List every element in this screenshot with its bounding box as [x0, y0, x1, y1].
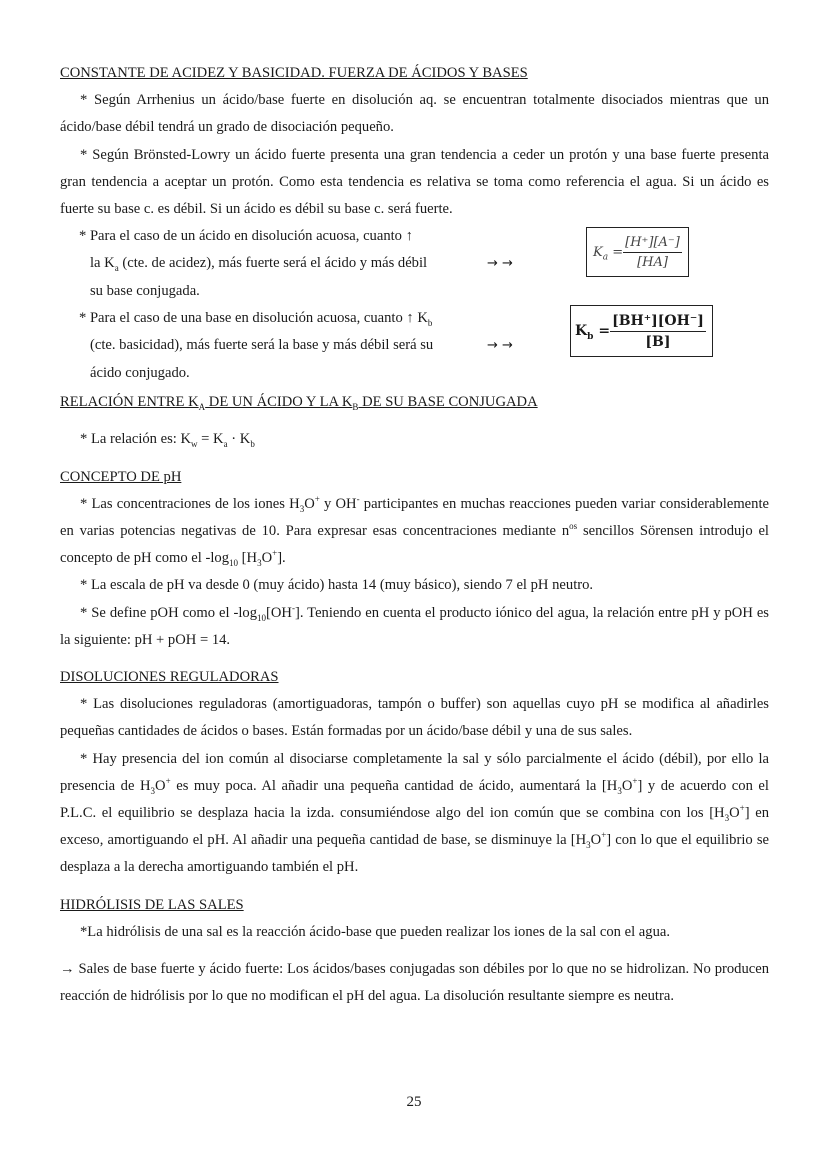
paragraph-strong-salts: → Sales de base fuerte y ácido fuerte: Los ácidos/bases conjugadas son débiles por lo que no se hidrolizan. No producen reacción de hidrólisis por lo que no modifican el pH del agua. La disolución resultante siempre es neutra. [60, 961, 769, 1005]
paragraph-ph-scale: * La escala de pH va desde 0 (muy ácido) hasta 14 (muy básico), siendo 7 el pH neutro. [80, 577, 594, 594]
kb-denominator: [B] [645, 333, 671, 350]
ka-numerator: [H⁺][A⁻] [623, 236, 682, 253]
base-line-2: (cte. basicidad), más fuerte será la base y más débil será su [90, 337, 434, 354]
base-line-1: * Para el caso de una base en disolución acuosa, cuanto ↑ $K_b$ [79, 310, 433, 329]
base-line-3: ácido conjugado. [90, 364, 190, 381]
base-constant-block [60, 305, 769, 387]
paragraph-poh: * Se define pOH como el $-\log_{10}[OH^-]$. Teniendo en cuenta el producto iónico del agua, la relación entre pH y pOH es la siguiente: pH + pOH = 14. [60, 602, 769, 648]
section-title-hydrolysis: HIDRÓLISIS DE LAS SALES [60, 896, 244, 913]
ka-denominator: [HA] [637, 254, 668, 270]
ka-formula-box [586, 227, 689, 277]
arrow-icon: → → [487, 338, 513, 354]
section-title-acidity: CONSTANTE DE ACIDEZ Y BASICIDAD. FUERZA DE ÁCIDOS Y BASES [60, 65, 528, 81]
acid-line-1: * Para el caso de un ácido en disolución acuosa, cuanto ↑ [79, 228, 413, 245]
paragraph-buffer-definition: * Las disoluciones reguladoras (amortiguadoras, tampón o buffer) son aquellas cuyo pH se modifica al añadirles pequeñas cantidades de ácidos o bases. Están formadas por un ácido/base débil y una de sus sales. [60, 696, 769, 740]
kb-formula-box [570, 305, 713, 357]
acid-constant-block [60, 223, 769, 305]
paragraph-hydrolysis-definition: *La hidrólisis de una sal es la reacción ácido-base que pueden realizar los iones de la sal con el agua. [80, 923, 670, 940]
arrow-icon: → → [487, 256, 513, 272]
kb-numerator: [BH⁺][OH⁻] [610, 314, 706, 332]
acid-line-3: su base conjugada. [90, 282, 200, 299]
ka-lhs: $K_a$ = [593, 244, 624, 263]
paragraph-common-ion: * Hay presencia del ion común al disociarse completamente la sal y sólo parcialmente el ácido (débil), por ello la presencia de $H_3O^+$ es muy poca. Al añadir una pequeña cantidad de ácido, aumentará la $[H_3O^+]$ y de acuerdo con el P.L.C. el equilibrio se desplaza hacia la izda. consumiéndose algo del ion común que se combina con los $[H_3O^+]$ en exceso, amortiguando el pH. Al añadir una pequeña cantidad de base, se disminuye la $[H_3O^+]$ con lo que el equilibrio se desplaza a la derecha amortiguando también el pH. [60, 750, 769, 876]
page-number: 25 [406, 1094, 422, 1110]
section-title-ph: CONCEPTO DE pH [60, 468, 182, 485]
kb-lhs: $K_b$ = [575, 322, 611, 342]
section-title-buffers: DISOLUCIONES REGULADORAS [60, 669, 279, 686]
paragraph-ph-concept: * Las concentraciones de los iones $H_3O^+$ y OH- participantes en muchas reacciones pueden variar considerablemente en varias potencias negativas de 10. Para expresar esas concentraciones mediante $n^{os}$ sencillos Sörensen introdujo el concepto de pH como el $-\log_{10}$ $[H_3O^+]$. [60, 493, 769, 569]
document-page [60, 58, 769, 1010]
acid-line-2: la $K_a$ (cte. de acidez), más fuerte será el ácido y más débil [90, 255, 428, 274]
paragraph-bronsted: * Según Brönsted-Lowry un ácido fuerte presenta una gran tendencia a ceder un protón y una base fuerte presenta gran tendencia a aceptar un protón. Como esta tendencia es relativa se toma como referencia el agua. Si un ácido es fuerte su base c. es débil. Si un ácido es débil su base c. será fuerte. [60, 146, 769, 218]
section-title-ka-kb: RELACIÓN ENTRE $K_A$ DE UN ÁCIDO Y LA $K_B$ DE SU BASE CONJUGADA [60, 394, 538, 413]
paragraph-arrhenius: * Según Arrhenius un ácido/base fuerte en disolución aq. se encuentran totalmente disociados mientras que un ácido/base débil tendrá un grado de disociación pequeño. [60, 92, 769, 136]
paragraph-kw-relation: * La relación es: $K_w = K_a \cdot K_b$ [80, 431, 255, 450]
